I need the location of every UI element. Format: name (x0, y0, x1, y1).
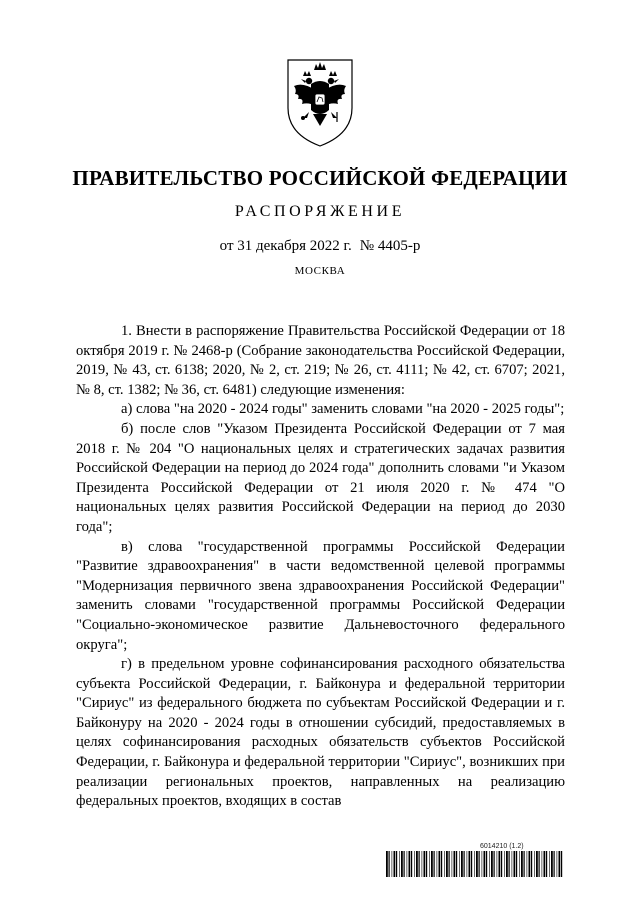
paragraph: а) слова "на 2020 - 2024 годы" заменить словами "на 2020 - 2025 годы"; (121, 401, 565, 418)
document-date-line (0, 238, 640, 255)
paragraph: б) после слов "Указом Президента Российской Федерации от 7 мая 2018 г. № 204 "О национальных целях и стратегических задачах развития Российской Федерации на период до 2024 года" дополнить словами "и Указом Президента Российской Федерации от 21 июля 2020 г. № 474 "О национальных целях развития Российской Федерации на период до 2030 года"; (76, 420, 565, 535)
government-title: ПРАВИТЕЛЬСТВО РОССИЙСКОЙ ФЕДЕРАЦИИ (72, 166, 568, 190)
coat-of-arms-icon (285, 56, 355, 148)
document-body (76, 322, 565, 812)
paragraph: г) в предельном уровне софинансирования расходного обязательства субъекта Российской Федерации, г. Байконура и федеральной территории "Сириус" из федерального бюджета по субъектам Российской Федерации и г. Байконуру на 2020 - 2024 годы в отношении субсидий, предоставляемых в целях софинансирования расходных обязательств субъектов Российской Федерации, г. Байконура и федеральной территории "Сириус", возникших при реализации региональных проектов, направленных на реализацию федеральных проектов, входящих в состав (76, 656, 565, 810)
document-city: МОСКВА (294, 265, 346, 277)
footer-code: 6014210 (1.2) (480, 843, 524, 850)
document-number: № 4405-р (359, 238, 421, 254)
paragraph: 1. Внести в распоряжение Правительства Российской Федерации от 18 октября 2019 г. № 2468-р (Собрание законодательства Российской Федерации, 2019, № 43, ст. 6138; 2020, № 2, ст. 219; № 26, ст. 4111; № 42, ст. 6707; 2021, № 8, ст. 1382; № 36, ст. 6481) следующие изменения: (76, 323, 565, 398)
barcode-icon (386, 851, 566, 877)
document-date: от 31 декабря 2022 г. (219, 238, 352, 254)
document-type: РАСПОРЯЖЕНИЕ (234, 203, 406, 220)
paragraph: в) слова "государственной программы Российской Федерации "Развитие здравоохранения" в части ведомственной целевой программы "Модернизация первичного звена здравоохранения Российской Федерации" заменить словами "государственной программы Российской Федерации "Социально-экономическое развитие Дальневосточного федерального округа"; (76, 538, 565, 653)
